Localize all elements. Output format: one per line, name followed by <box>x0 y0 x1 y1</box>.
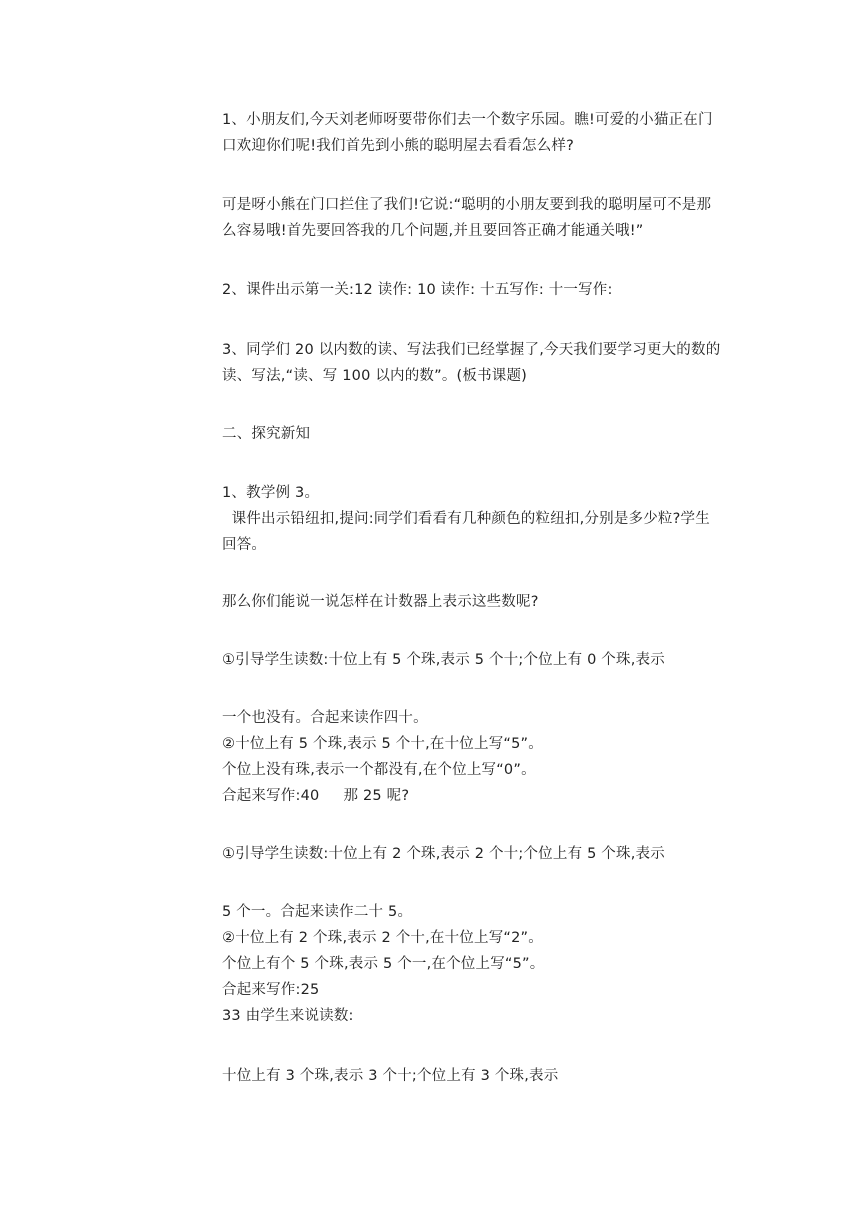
text-line: 1、小朋友们,今天刘老师呀要带你们去一个数字乐园。瞧!可爱的小猫正在门 <box>222 112 713 128</box>
text-line: 十位上有 3 个珠,表示 3 个十;个位上有 3 个珠,表示 <box>222 1068 559 1084</box>
text-line: ①引导学生读数:十位上有 5 个珠,表示 5 个十;个位上有 0 个珠,表示 <box>222 652 665 668</box>
text-line: 合起来写作:40 那 25 呢? <box>222 788 410 804</box>
text-line: 课件出示铅纽扣,提问:同学们看看有几种颜色的粒纽扣,分别是多少粒?学生 <box>222 511 710 527</box>
text-line: 个位上有个 5 个珠,表示 5 个一,在个位上写“5”。 <box>222 956 545 972</box>
text-line: 33 由学生来说读数: <box>222 1008 354 1024</box>
text-line: 可是呀小熊在门口拦住了我们!它说:“聪明的小朋友要到我的聪明屋可不是那 <box>222 197 712 213</box>
text-line: ②十位上有 5 个珠,表示 5 个十,在十位上写“5”。 <box>222 736 543 752</box>
text-line: 个位上没有珠,表示一个都没有,在个位上写“0”。 <box>222 762 536 778</box>
text-line: 读、写法,“读、写 100 以内的数”。(板书课题) <box>222 368 528 384</box>
text-line: 么容易哦!首先要回答我的几个问题,并且要回答正确才能通关哦!” <box>222 223 644 239</box>
text-line: 3、同学们 20 以内数的读、写法我们已经掌握了,今天我们要学习更大的数的 <box>222 342 721 358</box>
text-line: 口欢迎你们呢!我们首先到小熊的聪明屋去看看怎么样? <box>222 138 575 154</box>
text-line: 1、教学例 3。 <box>222 485 320 501</box>
text-line: ①引导学生读数:十位上有 2 个珠,表示 2 个十;个位上有 5 个珠,表示 <box>222 846 665 862</box>
text-line: 那么你们能说一说怎样在计数器上表示这些数呢? <box>222 594 539 610</box>
text-line: 回答。 <box>222 537 267 553</box>
text-line: 2、课件出示第一关:12 读作: 10 读作: 十五写作: 十一写作: <box>222 282 613 298</box>
text-line: ②十位上有 2 个珠,表示 2 个十,在十位上写“2”。 <box>222 930 543 946</box>
text-line: 合起来写作:25 <box>222 982 320 998</box>
text-line: 一个也没有。合起来读作四十。 <box>222 710 428 726</box>
text-line: 5 个一。合起来读作二十 5。 <box>222 904 413 920</box>
section-heading: 二、探究新知 <box>222 426 311 442</box>
